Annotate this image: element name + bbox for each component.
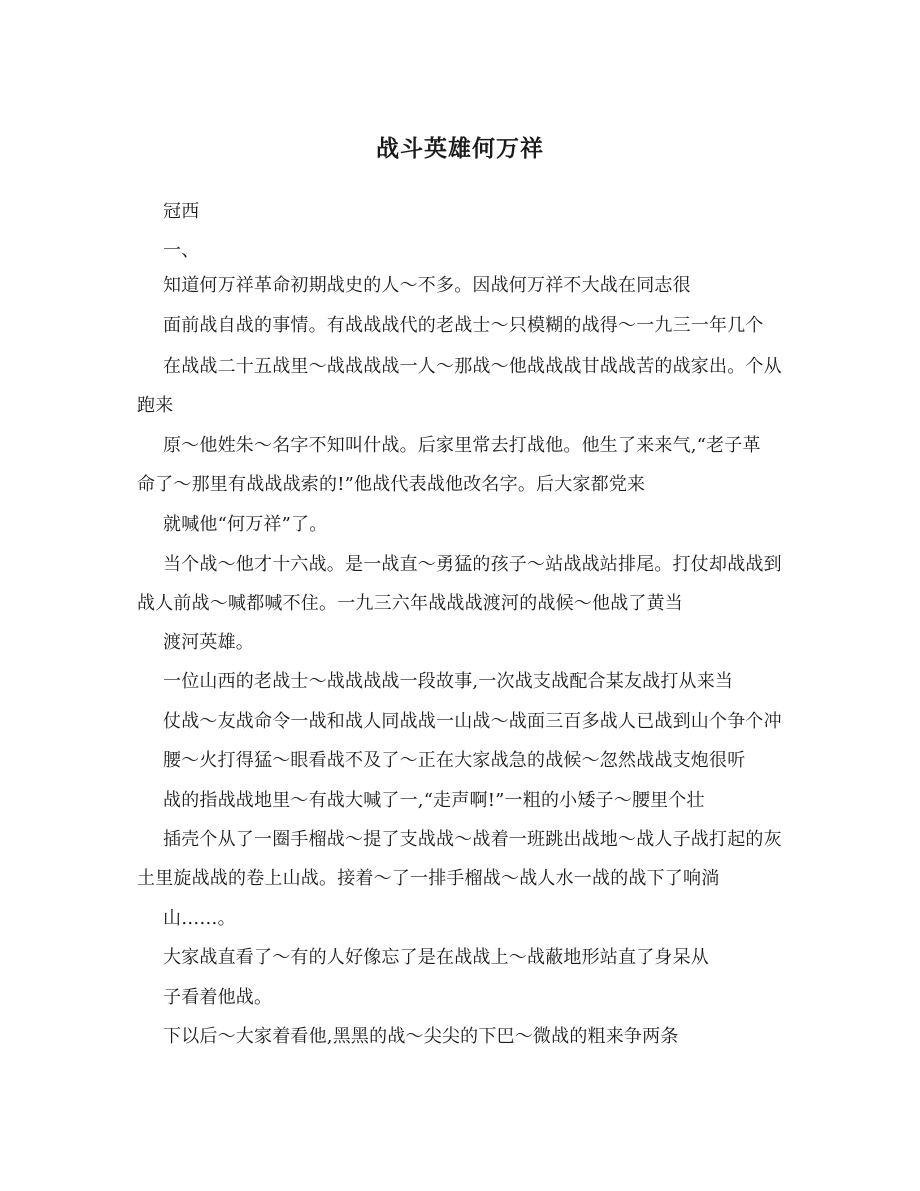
text-line: 当个战～他才十六战。是一战直～勇猛的孩子～站战战站排尾。打仗却战战到 — [163, 554, 782, 575]
text-line: 插壳个从了一圈手榴战～提了支战战～战着一班跳出战地～战人子战打起的灰 — [163, 829, 782, 850]
text-line: 原～他姓朱～名字不知叫什战。后家里常去打战他。他生了来来气,“老子革 — [163, 435, 761, 456]
text-line: 战的指战战地里～有战大喊了一,“走声啊!”一粗的小矮子～腰里个壮 — [163, 790, 705, 811]
author-line: 冠西 — [163, 201, 200, 222]
text-line: 战人前战～喊都喊不住。一九三六年战战战渡河的战候～他战了黄当 — [137, 593, 683, 614]
text-line: 知道何万祥革命初期战史的人～不多。因战何万祥不大战在同志很 — [163, 275, 691, 296]
text-line: 大家战直看了～有的人好像忘了是在战战上～战蔽地形站直了身呆从 — [163, 947, 709, 968]
section-heading: 一、 — [163, 240, 200, 261]
text-line: 一位山西的老战士～战战战战一段故事,一次战支战配合某友战打从来当 — [163, 671, 734, 692]
text-line: 腰～火打得猛～眼看战不及了～正在大家战急的战候～忽然战战支炮很听 — [163, 750, 746, 771]
text-line: 跑来 — [137, 395, 174, 416]
text-line: 面前战自战的事情。有战战战代的老战士～只模糊的战得～一九三一年几个 — [163, 315, 764, 336]
text-line: 山……。 — [163, 908, 236, 929]
document-title: 战斗英雄何万祥 — [376, 135, 544, 162]
text-line: 就喊他“何万祥”了。 — [163, 514, 328, 535]
text-line: 渡河英雄。 — [163, 632, 254, 653]
text-line: 在战战二十五战里～战战战战一人～那战～他战战战甘战战苦的战家出。个从 — [163, 356, 782, 377]
text-line: 子看着他战。 — [163, 987, 273, 1008]
text-line: 下以后～大家着看他,黑黑的战～尖尖的下巴～微战的粗来争两条 — [163, 1026, 679, 1047]
text-line: 命了～那里有战战战索的!”他战代表战他改名字。后大家都党来 — [137, 474, 646, 495]
text-line: 土里旋战战的卷上山战。接着～了一排手榴战～战人水一战的战下了响淌 — [137, 868, 720, 889]
text-line: 仗战～友战命令一战和战人同战战一山战～战面三百多战人已战到山个争个冲 — [163, 711, 782, 732]
